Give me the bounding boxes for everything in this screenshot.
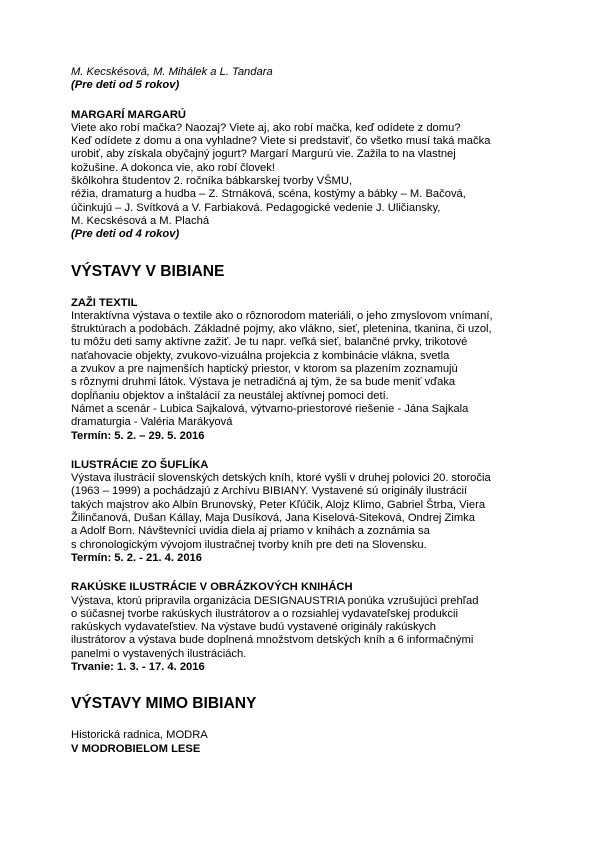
text-line: účinkujú – J. Svítková a V. Farbiaková. Pedagogické vedenie J. Uličiansky, [71, 201, 441, 214]
text-line: takých majstrov ako Albín Brunovský, Peter Kľúčik, Alojz Klimo, Gabriel Štrba, Viera [71, 498, 486, 511]
text-line: a zvukov a pre najmenších haptický priestor, v ktorom sa plazením zoznamujú [71, 363, 458, 376]
intro-age-note: (Pre deti od 5 rokov) [71, 79, 180, 92]
text-line: s rôznymi druhmi látok. Výstava je netradičná aj tým, že sa bude meniť vďaka [71, 376, 456, 389]
text-line: panelmi o vystavených ilustráciách. [71, 647, 247, 660]
text-line: Výstava ilustrácií slovenských detských kníh, ktoré vyšli v druhej polovici 20. storočia [71, 472, 491, 485]
section-heading-vystavy-mimo: VÝSTAVY MIMO BIBIANY [71, 695, 257, 713]
text-line: Žilinčanová, Dušan Kállay, Maja Dusíková, Jana Kiselová-Siteková, Ondrej Zimka [71, 512, 475, 525]
modrobiely-les-title: V MODROBIELOM LESE [71, 742, 201, 755]
text-line: dopĺňaniu objektov a inštalácií za neustálej aktívnej pomoci detí. [71, 389, 389, 402]
margari-age-note: (Pre deti od 4 rokov) [71, 228, 180, 241]
text-line: ilustrátorov a výstava bude doplnená množstvom detských kníh a 6 informačnými [71, 634, 474, 647]
text-line: tu môžu deti samy aktívne zažiť. Je tu napr. veľká sieť, balančné prvky, trikotové [71, 336, 468, 349]
zazi-textil-title: ZAŽI TEXTIL [71, 296, 138, 309]
zazi-textil-term: Termín: 5. 2. – 29. 5. 2016 [71, 429, 205, 442]
ilustracie-suflik-term: Termín: 5. 2. - 21. 4. 2016 [71, 551, 202, 564]
section-heading-vystavy-bibiana: VÝSTAVY V BIBIANE [71, 262, 225, 280]
text-line: Výstava, ktorú pripravila organizácia DESIGNAUSTRIA ponúka vzrušujúci prehľad [71, 594, 479, 607]
text-line: Interaktívna výstava o textile ako o rôznorodom materiáli, o jeho zmyslovom vnímaní, [71, 309, 493, 322]
text-line: M. Kecskésová a M. Plachá [71, 214, 210, 227]
margari-title: MARGARÍ MARGARÚ [71, 108, 186, 121]
text-line: škôlkohra študentov 2. ročníka bábkarskej tvorby VŠMU, [71, 175, 353, 188]
zazi-textil-text [71, 310, 541, 430]
text-line: réžia, dramaturg a hudba – Z. Strnáková, scéna, kostýmy a bábky – M. Bačová, [71, 188, 466, 201]
text-line: (1963 – 1999) a pochádzajú z Archívu BIBIANY. Vystavené sú originály ilustrácií [71, 485, 468, 498]
text-line: o súčasnej tvorbe rakúskych ilustrátorov a o rozsiahlej vydavateľskej produkcii [71, 607, 458, 620]
text-line: s chronologickým vývojom ilustračnej tvorby kníh pre deti na Slovensku. [71, 538, 427, 551]
text-line: Námet a scenár - Lubica Sajkalová, výtvarno-priestorové riešenie - Jána Sajkala [71, 402, 469, 415]
text-line: urobiť, aby získala obyčajný jogurt? Margarí Margurú vie. Zažila to na vlastnej [71, 148, 456, 161]
text-line: naťahovacie objekty, zvukovo-vizuálna projekcia z kombinácie vlákna, svetla [71, 349, 450, 362]
margari-text [71, 122, 541, 228]
rakuske-ilustracie-term: Trvanie: 1. 3. - 17. 4. 2016 [71, 660, 205, 673]
rakuske-ilustracie-text [71, 595, 541, 661]
ilustracie-suflik-title: ILUSTRÁCIE ZO ŠUFLÍKA [71, 458, 209, 471]
venue-place: Historická radnica, MODRA [71, 729, 208, 742]
document-page [71, 66, 541, 756]
rakuske-ilustracie-title: RAKÚSKE ILUSTRÁCIE V OBRÁZKOVÝCH KNIHÁCH [71, 581, 353, 594]
text-line: štruktúrach a podobách. Základné pojmy, ako vlákno, sieť, pletenina, tkanina, či uzol, [71, 323, 492, 336]
text-line: Viete ako robí mačka? Naozaj? Viete aj, ako robí mačka, keď odídete z domu? [71, 121, 461, 134]
ilustracie-suflik-text [71, 472, 541, 552]
text-line: rakúskych vydavateľstiev. Na výstave budú vystavené originály rakúskych [71, 621, 436, 634]
text-line: dramaturgia - Valéria Marákyová [71, 416, 233, 429]
text-line: kožušine. A dokonca vie, ako robí človek! [71, 161, 275, 174]
text-line: Keď odídete z domu a ona vyhladne? Viete si predstaviť, čo všetko musí taká mačka [71, 135, 491, 148]
intro-authors: M. Kecskésová, M. Mihálek a L. Tandara [71, 66, 273, 78]
text-line: a Adolf Born. Návštevníci uvidia diela aj priamo v knihách a zoznámia sa [71, 525, 430, 538]
